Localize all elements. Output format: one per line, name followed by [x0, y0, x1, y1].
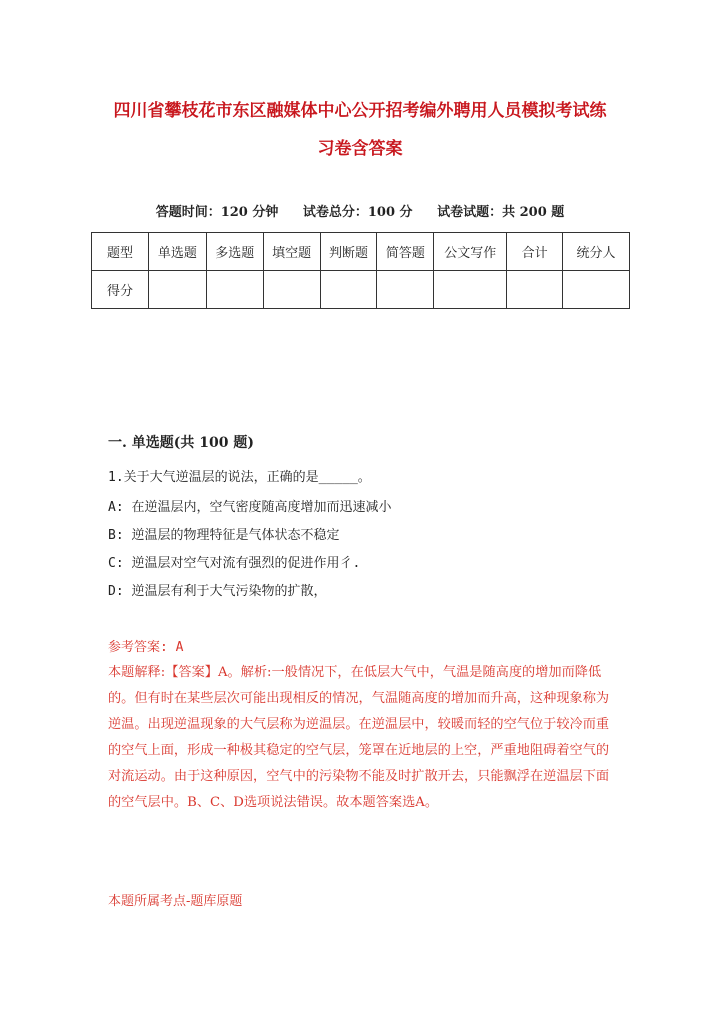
- reference-answer: 参考答案: A: [108, 640, 184, 655]
- score-table-header-row: [92, 233, 630, 271]
- option-a: A: 在逆温层内，空气密度随高度增加而迅速减小: [108, 500, 392, 515]
- document-title-line-2: 习卷含答案: [317, 139, 403, 159]
- score-cell: [263, 271, 320, 309]
- score-cell: [563, 271, 630, 309]
- question-stem: 1.关于大气逆温层的说法，正确的是_____。: [108, 470, 371, 485]
- document-title-line-1: 四川省攀枝花市东区融媒体中心公开招考编外聘用人员模拟考试练: [113, 101, 607, 121]
- section-title: 一. 单选题(共 100 题): [108, 435, 254, 451]
- score-table: [91, 232, 630, 309]
- score-cell: [206, 271, 263, 309]
- header-cell: 单选题: [148, 233, 206, 271]
- score-cell: [434, 271, 507, 309]
- question-source: 本题所属考点-题库原题: [108, 894, 243, 909]
- score-cell: [377, 271, 434, 309]
- row-label: 得分: [92, 271, 149, 309]
- header-cell: 题型: [92, 233, 149, 271]
- exam-time: 答题时间：120 分钟: [155, 205, 279, 220]
- exam-total-score: 试卷总分：100 分: [302, 205, 413, 220]
- exam-meta: [0, 201, 720, 220]
- header-cell: 合计: [507, 233, 563, 271]
- exam-question-count: 试卷试题：共 200 题: [437, 205, 565, 220]
- answer-explanation: 本题解释:【答案】A。解析:一般情况下，在低层大气中，气温是随高度的增加而降低的。但有时在某些层次可能出现相反的情况，气温随高度的增加而升高，这种现象称为逆温。出现逆温现象的大气层称为逆温层。在逆温层中，较暖而轻的空气位于较冷而重的空气上面，形成一种极其稳定的空气层，笼罩在近地层的上空，严重地阻碍着空气的对流运动。由于这种原因，空气中的污染物不能及时扩散开去，只能飘浮在逆温层下面的空气层中。B、C、D选项说法错误。故本题答案选A。: [108, 665, 610, 810]
- header-cell: 公文写作: [434, 233, 507, 271]
- header-cell: 多选题: [206, 233, 263, 271]
- header-cell: 判断题: [320, 233, 377, 271]
- score-cell: [148, 271, 206, 309]
- header-cell: 填空题: [263, 233, 320, 271]
- header-cell: 统分人: [563, 233, 630, 271]
- option-d: D: 逆温层有利于大气污染物的扩散，: [108, 584, 327, 599]
- score-table-score-row: [92, 271, 630, 309]
- option-c: C: 逆温层对空气对流有强烈的促进作用彳.: [108, 556, 361, 571]
- option-b: B: 逆温层的物理特征是气体状态不稳定: [108, 528, 340, 543]
- score-cell: [507, 271, 563, 309]
- header-cell: 简答题: [377, 233, 434, 271]
- score-cell: [320, 271, 377, 309]
